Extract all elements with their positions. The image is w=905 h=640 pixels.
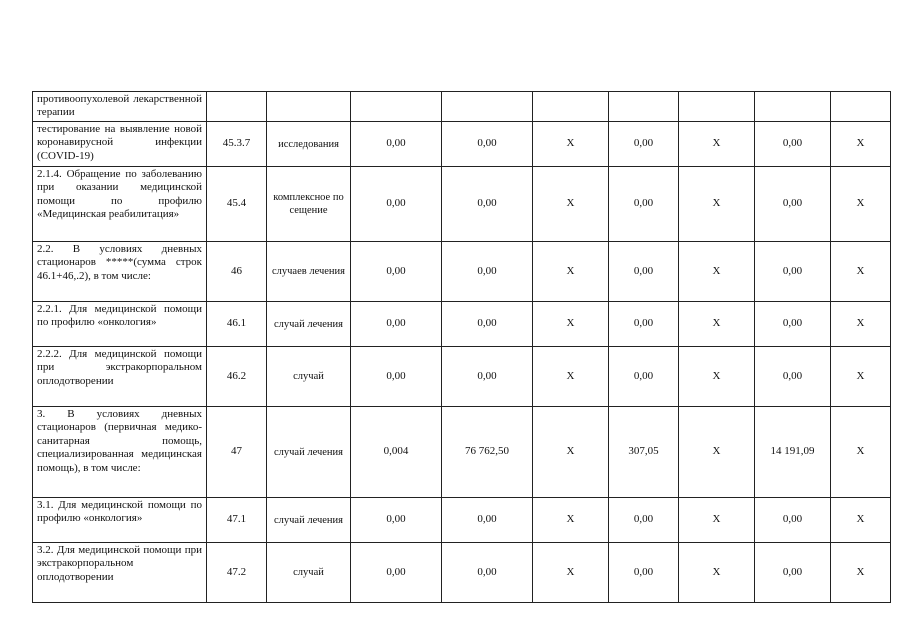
per-capita-oms: 0,00 <box>755 167 831 242</box>
unit-of-measure: случай <box>267 347 351 407</box>
table-row <box>33 407 891 498</box>
row-name: 3.1. Для медицинской помощи по профилю «онкология» <box>33 498 207 543</box>
per-capita-oms: 0,00 <box>755 302 831 347</box>
unit-of-measure: исследования <box>267 122 351 167</box>
per-capita-budget: 0,00 <box>609 347 679 407</box>
unit-of-measure: случай <box>267 543 351 603</box>
norm-volume: 0,00 <box>351 347 442 407</box>
per-capita-oms: 0,00 <box>755 242 831 302</box>
col-x: X <box>679 302 755 347</box>
norm-volume: 0,00 <box>351 498 442 543</box>
col-x: X <box>831 122 891 167</box>
col-x <box>831 92 891 122</box>
per-capita-oms: 0,00 <box>755 122 831 167</box>
row-number: 46.2 <box>207 347 267 407</box>
col-x: X <box>533 347 609 407</box>
norm-volume: 0,00 <box>351 302 442 347</box>
per-capita-oms: 0,00 <box>755 347 831 407</box>
table-row <box>33 543 891 603</box>
row-name: 3. В условиях дневных стационаров (первичная медико-санитарная помощь, специализированная медицинская помощь), в том числе: <box>33 407 207 498</box>
col-x: X <box>831 498 891 543</box>
per-capita-budget <box>609 92 679 122</box>
norm-cost: 76 762,50 <box>442 407 533 498</box>
per-capita-budget: 0,00 <box>609 543 679 603</box>
norm-volume: 0,00 <box>351 242 442 302</box>
col-x: X <box>831 242 891 302</box>
unit-of-measure: случай лечения <box>267 302 351 347</box>
col-x: X <box>831 543 891 603</box>
col-x: X <box>679 407 755 498</box>
per-capita-oms: 14 191,09 <box>755 407 831 498</box>
col-x: X <box>831 347 891 407</box>
row-number: 46.1 <box>207 302 267 347</box>
unit-of-measure: случай лечения <box>267 407 351 498</box>
tariff-table <box>32 91 891 603</box>
norm-cost: 0,00 <box>442 122 533 167</box>
col-x: X <box>533 543 609 603</box>
norm-cost: 0,00 <box>442 347 533 407</box>
col-x: X <box>831 407 891 498</box>
unit-of-measure <box>267 92 351 122</box>
row-name: 2.2. В условиях дневных стационаров *****(сумма строк 46.1+46,.2), в том числе: <box>33 242 207 302</box>
norm-volume <box>351 92 442 122</box>
unit-of-measure: комплексное посещение <box>267 167 351 242</box>
norm-cost: 0,00 <box>442 167 533 242</box>
row-name: 2.2.2. Для медицинской помощи при экстракорпоральном оплодотворении <box>33 347 207 407</box>
row-number: 45.3.7 <box>207 122 267 167</box>
norm-volume: 0,00 <box>351 543 442 603</box>
norm-volume: 0,00 <box>351 122 442 167</box>
per-capita-budget: 0,00 <box>609 498 679 543</box>
col-x: X <box>533 302 609 347</box>
table-row <box>33 347 891 407</box>
col-x: X <box>679 122 755 167</box>
col-x: X <box>533 242 609 302</box>
row-name: 2.1.4. Обращение по заболеванию при оказании медицинской помощи по профилю «Медицинская реабилитация» <box>33 167 207 242</box>
col-x: X <box>533 498 609 543</box>
table-row <box>33 498 891 543</box>
norm-cost: 0,00 <box>442 302 533 347</box>
col-x <box>533 92 609 122</box>
row-number: 46 <box>207 242 267 302</box>
per-capita-budget: 0,00 <box>609 167 679 242</box>
col-x: X <box>679 498 755 543</box>
row-number: 47.1 <box>207 498 267 543</box>
col-x: X <box>533 167 609 242</box>
norm-cost <box>442 92 533 122</box>
row-name: противоопухолевой лекарственной терапии <box>33 92 207 122</box>
col-x: X <box>533 122 609 167</box>
row-number: 45.4 <box>207 167 267 242</box>
per-capita-budget: 0,00 <box>609 242 679 302</box>
norm-cost: 0,00 <box>442 543 533 603</box>
row-number: 47.2 <box>207 543 267 603</box>
norm-cost: 0,00 <box>442 242 533 302</box>
per-capita-budget: 0,00 <box>609 302 679 347</box>
col-x: X <box>831 167 891 242</box>
table-row <box>33 242 891 302</box>
row-number: 47 <box>207 407 267 498</box>
unit-of-measure: случай лечения <box>267 498 351 543</box>
per-capita-budget: 0,00 <box>609 122 679 167</box>
per-capita-oms <box>755 92 831 122</box>
row-number <box>207 92 267 122</box>
col-x: X <box>679 242 755 302</box>
unit-of-measure: случаев лечения <box>267 242 351 302</box>
norm-cost: 0,00 <box>442 498 533 543</box>
table-body <box>33 92 891 603</box>
table-row <box>33 302 891 347</box>
table-row <box>33 92 891 122</box>
col-x: X <box>831 302 891 347</box>
col-x: X <box>679 347 755 407</box>
row-name: 3.2. Для медицинской помощи при экстракорпоральном оплодотворении <box>33 543 207 603</box>
per-capita-oms: 0,00 <box>755 543 831 603</box>
row-name: 2.2.1. Для медицинской помощи по профилю «онкология» <box>33 302 207 347</box>
per-capita-oms: 0,00 <box>755 498 831 543</box>
per-capita-budget: 307,05 <box>609 407 679 498</box>
table-row <box>33 122 891 167</box>
col-x <box>679 92 755 122</box>
table-row <box>33 167 891 242</box>
col-x: X <box>679 543 755 603</box>
col-x: X <box>679 167 755 242</box>
norm-volume: 0,004 <box>351 407 442 498</box>
row-name: тестирование на выявление новой коронавирусной инфекции (COVID-19) <box>33 122 207 167</box>
col-x: X <box>533 407 609 498</box>
norm-volume: 0,00 <box>351 167 442 242</box>
